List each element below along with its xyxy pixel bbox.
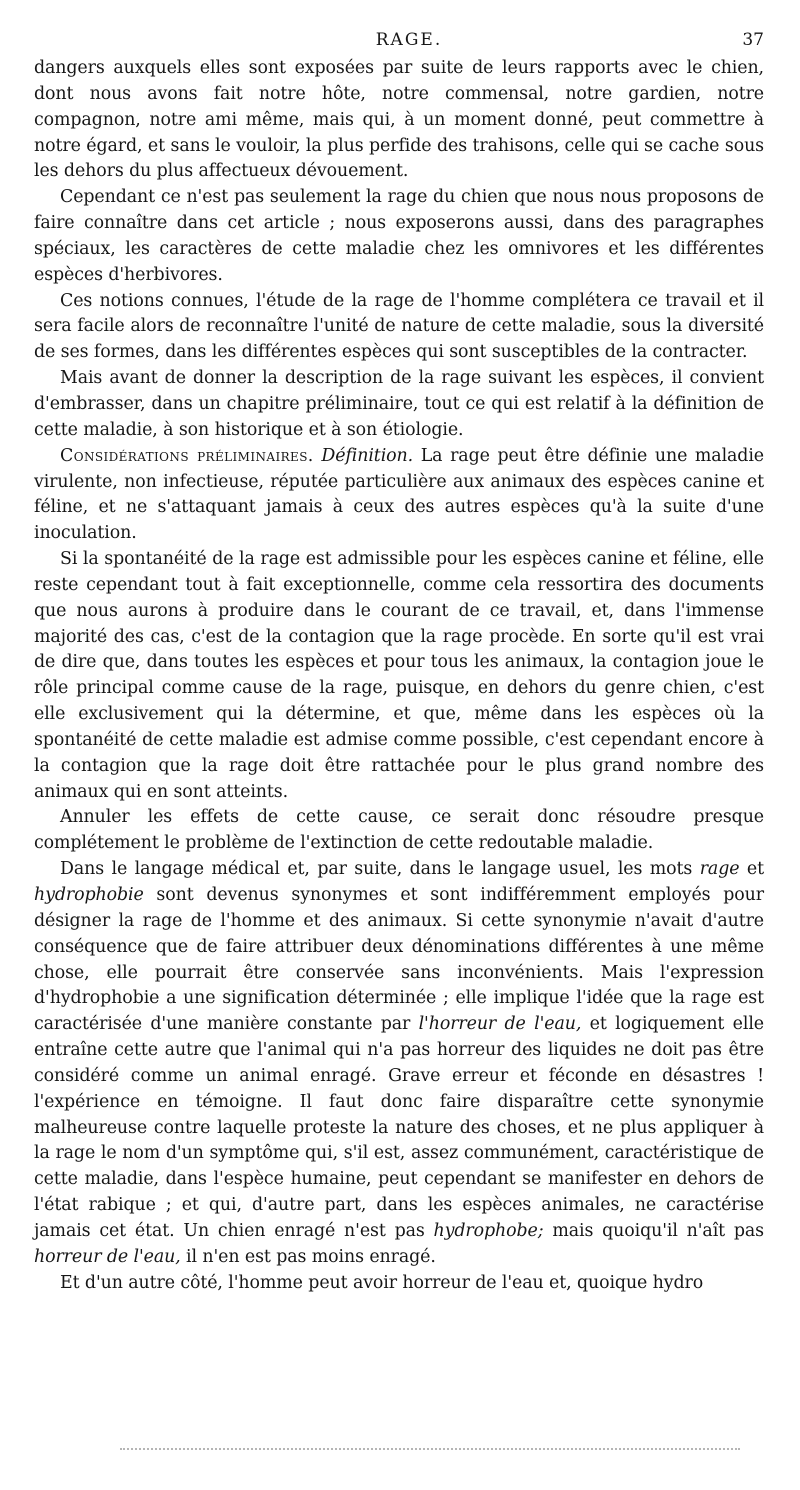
paragraph-4: Mais avant de donner la description de la rage suivant les espèces, il convient d'embrasser, dans un chapitre préliminaire, tout ce qui est relatif à la définition de cette maladie, à son historique et à son étiologie.: [34, 368, 764, 440]
running-head: RAGE.: [375, 30, 443, 50]
term-horreur-eau: l'horreur de l'eau,: [418, 1014, 582, 1035]
term-horreur-eau-2: horreur de l'eau,: [34, 1246, 181, 1267]
paragraph-7: Annuler les effets de cette cause, ce serait donc résoudre presque complétement le problème de l'extinction de cette redoutable maladie.: [34, 807, 764, 854]
subsection-heading: Définition.: [321, 445, 414, 466]
term-hydrophobe: hydrophobe;: [433, 1220, 544, 1241]
page-header: [34, 26, 764, 56]
paragraph-2: Cependant ce n'est pas seulement la rage du chien que nous nous proposons de faire connaître dans cet article ; nous exposerons aussi, dans des paragraphes spéciaux, les caractères de cette maladie chez les omnivores et les différentes espèces d'herbivores.: [34, 187, 764, 285]
paragraph-8: Dans le langage médical et, par suite, dans le langage usuel, les mots rage et hydrophobie sont devenus synonymes et sont indifféremment employés pour désigner la rage de l'homme et des animaux. Si cette synonymie n'avait d'autre conséquence que de faire attribuer deux dénominations différentes à une même chose, elle pourrait être conservée sans inconvénients. Mais l'expression d'hydrophobie a une signification déterminée ; elle implique l'idée que la rage est caractérisée d'une manière constante par l'horreur de l'eau, et logiquement elle entraîne cette autre que l'animal qui n'a pas horreur des liquides ne doit pas être considéré comme un animal enragé. Grave erreur et féconde en désastres ! l'expérience en témoigne. Il faut donc faire disparaître cette synonymie malheureuse contre laquelle proteste la nature des choses, et ne plus appliquer à la rage le nom d'un symptôme qui, s'il est, assez communément, caractéristique de cette maladie, dans l'espèce humaine, peut cependant se manifester en dehors de l'état rabique ; et qui, d'autre part, dans les espèces animales, ne caractérise jamais cet état. Un chien enragé n'est pas hydrophobe; mais quoiqu'il n'aît pas horreur de l'eau, il n'en est pas moins enragé.: [34, 859, 764, 1267]
paragraph-3: Ces notions connues, l'étude de la rage de l'homme complétera ce travail et il sera facile alors de reconnaître l'unité de nature de cette maladie, sous la diversité de ses formes, dans les différentes espèces qui sont susceptibles de la contracter.: [34, 290, 764, 363]
paragraph-1: dangers auxquels elles sont exposées par suite de leurs rapports avec le chien, dont nous avons fait notre hôte, notre commensal, notre gardien, notre compagnon, notre ami même, mais qui, à un moment donné, peut commettre à notre égard, et sans le vouloir, la plus perfide des trahisons, celle qui se cache sous les dehors du plus affectueux dévouement.: [34, 58, 764, 182]
paragraph-9: Et d'un autre côté, l'homme peut avoir horreur de l'eau et, quoique hydro: [60, 1272, 704, 1293]
page-number: 37: [742, 30, 764, 50]
body-text: [34, 56, 764, 1297]
definition-text: La rage peut être définie une maladie virulente, non infectieuse, réputée particulière aux animaux des espèces canine et féline, et ne s'attaquant jamais à ceux des autres espèces qu'à la suite d'une inoculation.: [34, 445, 764, 544]
paragraph-definition: [34, 444, 764, 547]
bottom-print-artifact: [120, 1448, 740, 1454]
term-hydrophobie: hydrophobie: [34, 885, 144, 905]
paragraph-6: Si la spontanéité de la rage est admissible pour les espèces canine et féline, elle reste cependant tout à fait exceptionnelle, comme cela ressortira des documents que nous aurons à produire dans le courant de ce travail, et, dans l'immense majorité des cas, c'est de la contagion que la rage procède. En sorte qu'il est vrai de dire que, dans toutes les espèces et pour tous les animaux, la contagion joue le rôle principal comme cause de la rage, puisque, en dehors du genre chien, c'est elle exclusivement qui la détermine, et que, même dans les espèces où la spontanéité de cette maladie est admise comme possible, c'est cependant encore à la contagion que la rage doit être rattachée pour le plus grand nombre des animaux qui en sont atteints.: [34, 549, 764, 802]
term-rage: rage: [699, 859, 740, 880]
section-heading: Considérations préliminaires.: [60, 445, 314, 466]
